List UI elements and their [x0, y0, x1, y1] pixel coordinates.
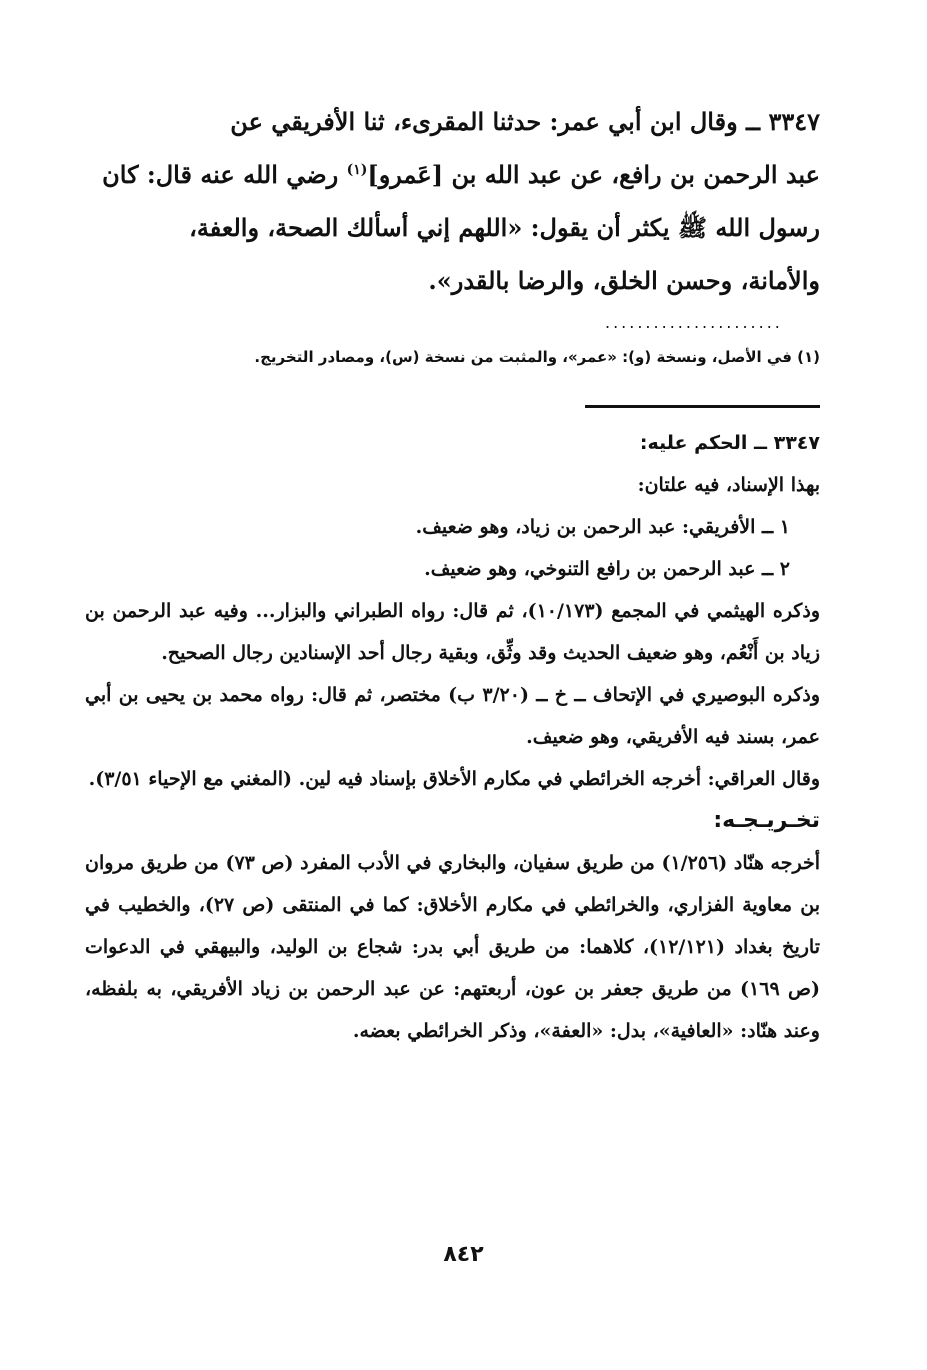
footnote-separator-dots: ......................: [605, 313, 783, 332]
defect-item: ٢ ــ عبد الرحمن بن رافع التنوخي، وهو ضعيف.: [424, 558, 790, 580]
hadith-text: [85, 95, 820, 307]
hadith-line-with-footnote-ref: [85, 148, 820, 201]
ruling-intro: بهذا الإسناد، فيه علتان:: [637, 474, 820, 496]
ruling-section: [85, 422, 820, 800]
hadith-line: ٣٣٤٧ ــ وقال ابن أبي عمر: حدثنا المقرىء، ثنا الأفريقي عن: [230, 107, 820, 136]
iraqi-paragraph: وقال العراقي: أخرجه الخرائطي في مكارم الأخلاق بإسناد فيه لين. (المغني مع الإحياء ٣/٥١).: [88, 768, 820, 790]
hadith-line-part: رضي الله عنه قال: كان: [102, 160, 347, 189]
defect-item: ١ ــ الأفريقي: عبد الرحمن بن زياد، وهو ضعيف.: [415, 516, 790, 538]
takhrij-paragraph: أخرجه هنّاد (١/٢٥٦) من طريق سفيان، والبخاري في الأدب المفرد (ص ٧٣) من طريق مروان بن معاوية الفزاري، والخرائطي في مكارم الأخلاق: كما في المنتقى (ص ٢٧)، والخطيب في تاريخ بغداد (١٢/١٢١)، كلاهما: من طريق أبي بدر: شجاع بن الوليد، والبيهقي في الدعوات (ص ١٦٩) من طريق جعفر بن عون، أربعتهم: عن عبد الرحمن بن زياد الأفريقي، به بلفظه، وعند هنّاد: «العافية»، بدل: «العفة»، وذكر الخرائطي بعضه.: [85, 852, 821, 1042]
takhrij-heading: تخـريـجـه:: [713, 808, 820, 833]
page-number: ٨٤٢: [443, 1242, 484, 1267]
footnote-reference: (١): [346, 162, 368, 178]
hadith-line-part: عبد الرحمن بن رافع، عن عبد الله بن [عَمرو]: [367, 160, 820, 189]
hadith-line: رسول الله ﷺ يكثر أن يقول: «اللهم إني أسألك الصحة، والعفة،: [189, 213, 820, 242]
busiri-paragraph: وذكره البوصيري في الإتحاف ــ خ ــ (٣/٢٠ ب) مختصر، ثم قال: رواه محمد بن يحيى بن أبي عمر، بسند فيه الأفريقي، وهو ضعيف.: [85, 684, 820, 748]
book-page: [85, 95, 820, 1052]
takhrij-section: [85, 800, 820, 1052]
haythami-paragraph: وذكره الهيثمي في المجمع (١٠/١٧٣)، ثم قال: رواه الطبراني والبزار... وفيه عبد الرحمن بن زياد بن أَنْعُم، وهو ضعيف الحديث وقد وثِّق، وبقية رجال أحد الإسنادين رجال الصحيح.: [85, 600, 820, 664]
footnote-text: (١) في الأصل، ونسخة (و): «عمر»، والمثبت من نسخة (س)، ومصادر التخريج.: [254, 348, 820, 366]
section-divider: [585, 405, 820, 408]
ruling-heading: ٣٣٤٧ ــ الحكم عليه:: [639, 432, 820, 454]
hadith-line: والأمانة، وحسن الخلق، والرضا بالقدر».: [428, 266, 820, 295]
